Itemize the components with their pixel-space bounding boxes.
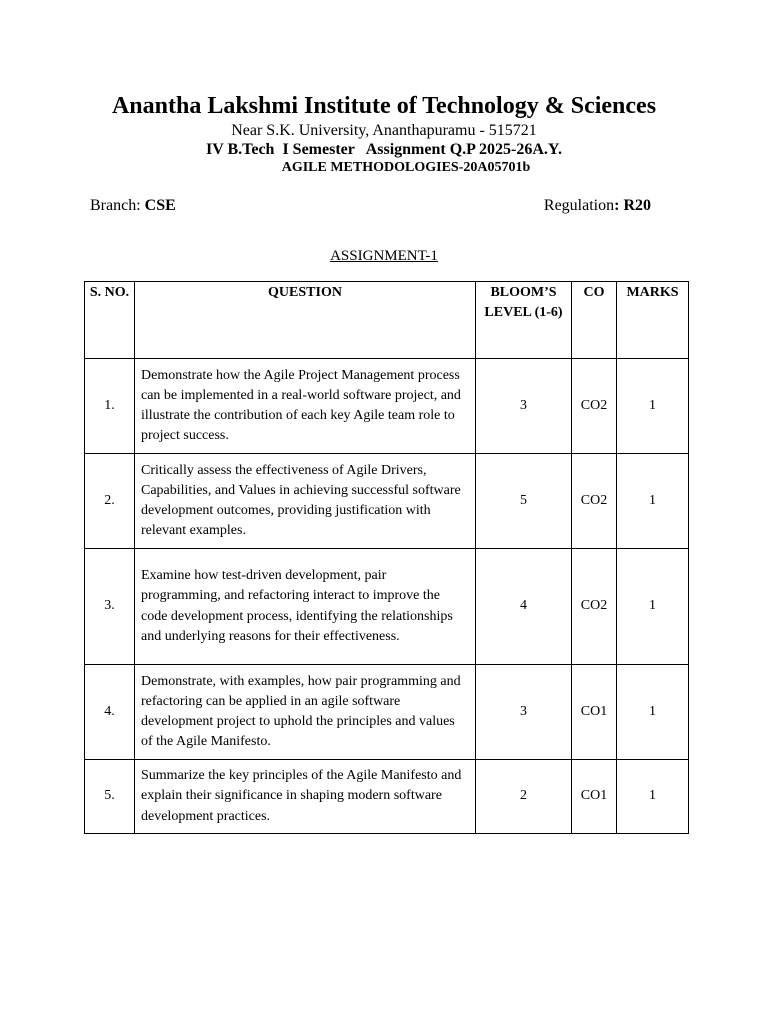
cell-bloom: 2 <box>476 760 572 834</box>
cell-co: CO2 <box>572 549 617 665</box>
subject-text: AGILE METHODOLOGIES-20A05701b <box>281 160 531 175</box>
cell-question: Summarize the key principles of the Agile Manifesto and explain their significance in shaping modern software development practices. <box>135 760 476 834</box>
table-row <box>85 359 689 454</box>
cell-co: CO1 <box>572 665 617 760</box>
table-row <box>85 665 689 760</box>
assignment-title: ASSIGNMENT-1 <box>330 248 438 264</box>
table-header-row <box>85 282 689 359</box>
regulation-value: : R20 <box>614 197 651 214</box>
cell-marks: 1 <box>617 665 689 760</box>
cell-question: Critically assess the effectiveness of Agile Drivers, Capabilities, and Values in achieving successful software development outcomes, providing justification with relevant examples. <box>135 454 476 549</box>
cell-question: Examine how test-driven development, pair programming, and refactoring interact to improve the code development process, identifying the relationships and underlying reasons for their effectiveness. <box>135 549 476 665</box>
table-row <box>85 454 689 549</box>
table-row <box>85 549 689 665</box>
cell-co: CO1 <box>572 760 617 834</box>
cell-sno: 5. <box>85 760 135 834</box>
branch-label: Branch: <box>90 197 145 214</box>
questions-table <box>84 281 689 834</box>
cell-marks: 1 <box>617 760 689 834</box>
cell-question: Demonstrate how the Agile Project Management process can be implemented in a real-world software project, and illustrate the contribution of each key Agile team role to project success. <box>135 359 476 454</box>
cell-bloom: 5 <box>476 454 572 549</box>
cell-co: CO2 <box>572 454 617 549</box>
semester-line: IV B.Tech I Semester Assignment Q.P 2025-26A.Y. <box>205 141 563 158</box>
cell-marks: 1 <box>617 549 689 665</box>
cell-sno: 4. <box>85 665 135 760</box>
cell-bloom: 3 <box>476 665 572 760</box>
institute-name: Anantha Lakshmi Institute of Technology & Sciences <box>111 93 657 119</box>
cell-question: Demonstrate, with examples, how pair programming and refactoring can be applied in an agile software development project to uphold the principles and values of the Agile Manifesto. <box>135 665 476 760</box>
branch-value: CSE <box>144 197 176 214</box>
institute-address: Near S.K. University, Ananthapuramu - 515721 <box>231 122 537 139</box>
cell-bloom: 3 <box>476 359 572 454</box>
cell-sno: 3. <box>85 549 135 665</box>
cell-marks: 1 <box>617 359 689 454</box>
cell-marks: 1 <box>617 454 689 549</box>
header-sno: S. NO. <box>85 282 135 359</box>
regulation-label: Regulation <box>543 197 615 214</box>
branch-info <box>90 197 176 215</box>
regulation-info <box>544 197 651 215</box>
subject-line <box>0 160 768 176</box>
cell-sno: 1. <box>85 359 135 454</box>
header-marks: MARKS <box>617 282 689 359</box>
header-co: CO <box>572 282 617 359</box>
cell-bloom: 4 <box>476 549 572 665</box>
cell-co: CO2 <box>572 359 617 454</box>
table-row <box>85 760 689 834</box>
header-question: QUESTION <box>135 282 476 359</box>
header-bloom: BLOOM’S LEVEL (1-6) <box>476 282 572 359</box>
cell-sno: 2. <box>85 454 135 549</box>
